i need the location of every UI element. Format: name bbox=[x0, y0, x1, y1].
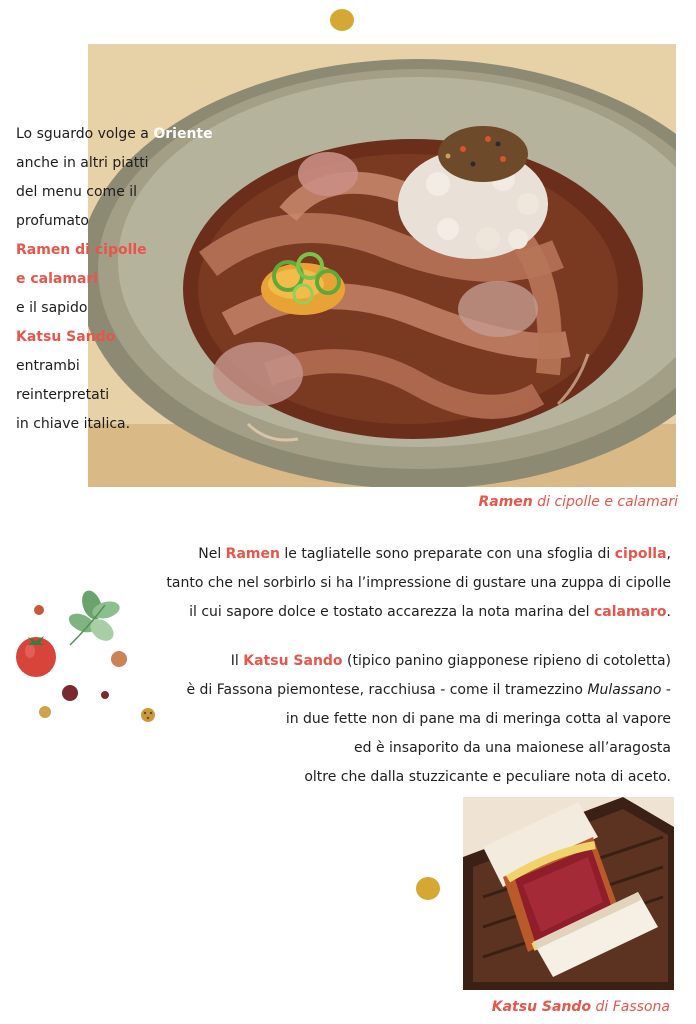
katsu-caption: Katsu Sando di Fassona bbox=[491, 999, 670, 1015]
ramen-caption: Ramen di cipolle e calamari bbox=[478, 494, 678, 510]
para2-line-1: Il Katsu Sando (tipico panino giapponese ripieno di cotoletta) bbox=[230, 653, 671, 669]
intro-line-2: anche in altri piatti bbox=[16, 155, 149, 171]
intro-line-4: profumato bbox=[16, 213, 89, 229]
decoration bbox=[10, 585, 160, 725]
leaves-icon bbox=[66, 588, 122, 645]
intro-line-6: e calamari bbox=[16, 271, 99, 287]
para2-line-3: in due fette non di pane ma di meringa cotta al vapore bbox=[285, 711, 671, 727]
intro-line-10: reinterpretati bbox=[16, 387, 110, 403]
intro-line-7: e il sapido bbox=[16, 300, 88, 316]
para1-line-3: il cui sapore dolce e tostato accarezza la nota marina del calamaro. bbox=[189, 604, 671, 620]
para2-line-5: oltre che dalla stuzzicante e peculiare nota di aceto. bbox=[304, 769, 671, 785]
intro-line-3: del menu come il bbox=[16, 184, 138, 200]
para1-line-2: tanto che nel sorbirlo si ha l’impressione di gustare una zuppa di cipolle bbox=[166, 575, 671, 591]
para1-line-1: Nel Ramen le tagliatelle sono preparate con una sfoglia di cipolla, bbox=[198, 546, 671, 562]
ramen-paragraph bbox=[151, 540, 671, 627]
gold-dot-top bbox=[330, 9, 354, 31]
intro-line-11: in chiave italica. bbox=[16, 416, 131, 432]
katsu-paragraph bbox=[151, 647, 671, 792]
intro-line-5: Ramen di cipolle bbox=[16, 242, 147, 258]
katsu-sando-photo bbox=[463, 797, 674, 990]
para2-line-2: è di Fassona piemontese, racchiusa - come il tramezzino Mulassano - bbox=[186, 682, 671, 698]
intro-text bbox=[16, 120, 236, 439]
para2-line-4: ed è insaporito da una maionese all’aragosta bbox=[354, 740, 671, 756]
intro-line-9: entrambi bbox=[16, 358, 80, 374]
intro-line-8: Katsu Sando bbox=[16, 329, 116, 345]
intro-line-1: Lo sguardo volge a Oriente bbox=[16, 126, 213, 142]
tomato-icon bbox=[16, 636, 56, 677]
gold-dot-middle bbox=[416, 877, 440, 900]
